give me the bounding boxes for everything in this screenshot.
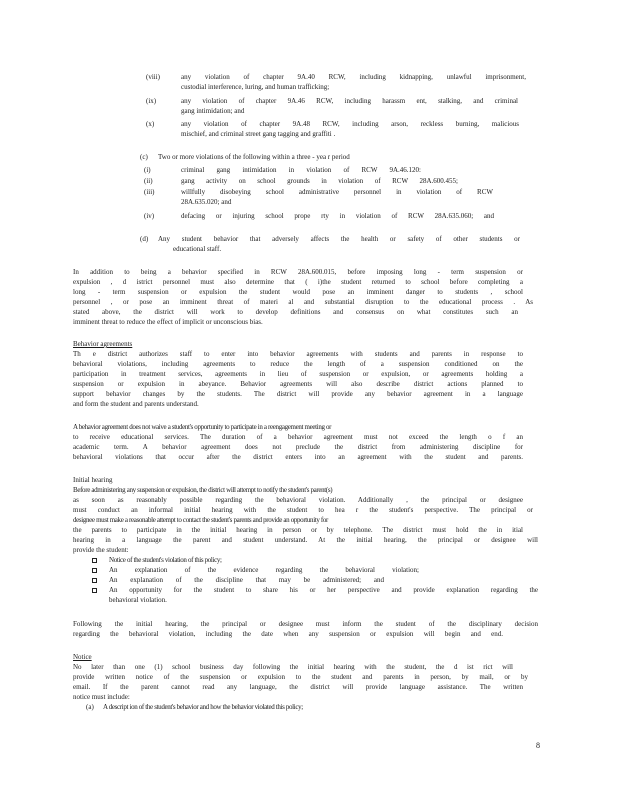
paragraph-line: the parents to participate in the initial hearing in person or by telephone. The district must hold the in itial [73, 526, 523, 534]
paragraph-line: provide the student: [73, 546, 129, 554]
paragraph-line: In addition to being a behavior specified in RCW 28A.600.015, before imposing long - term suspension or [73, 268, 523, 276]
list-marker: (viii) [146, 73, 160, 81]
list-item-line: custodial interference, luring, and human trafficking; [181, 83, 330, 91]
list-marker: (c) [140, 153, 148, 161]
list-marker: (ii) [144, 177, 153, 185]
paragraph-line: email. If the parent cannot read any language, the district will provide language assistance. The written [73, 683, 523, 691]
page-number: 8 [536, 741, 540, 750]
paragraph-line: and form the student and parents understand. [73, 400, 199, 408]
paragraph-line: personnel , or pose an imminent threat of materi al and substantial disruption to the educational process . As [73, 298, 533, 306]
list-marker: (i) [144, 166, 151, 174]
list-item-line: behavioral violation. [109, 596, 167, 604]
list-marker: (a) [86, 703, 94, 711]
list-item-line: A descript ion of the student's behavior and how the behavior violated this policy; [103, 703, 303, 711]
paragraph-line: imminent threat to reduce the effect of implicit or unconscious bias. [73, 318, 263, 326]
list-item-line: willfully disobeying school administrative personnel in violation of RCW [181, 188, 493, 196]
checkbox-icon [92, 558, 97, 563]
paragraph-line: Two or more violations of the following within a three - yea r period [158, 153, 350, 161]
list-marker: (ix) [146, 97, 157, 105]
paragraph-line: No later than one (1) school business day following the initial hearing with the student, the d ist rict will [73, 663, 513, 671]
list-marker: (iii) [144, 188, 155, 196]
section-heading: Initial hearing [73, 476, 113, 484]
checkbox-icon [92, 568, 97, 573]
paragraph-line: behavioral violations, including agreements to reduce the length of a suspension conditioned on the [73, 360, 523, 368]
list-item-line: An explanation of the discipline that may be administered; and [109, 576, 384, 584]
paragraph-line: as soon as reasonably possible regarding the behavioral violation. Additionally , the principal or designee [73, 496, 523, 504]
list-marker: (iv) [144, 212, 155, 220]
list-item-line: any violation of chapter 9A.46 RCW, including harassm ent, stalking, and criminal [181, 97, 518, 105]
list-item-line: 28A.635.020; and [181, 198, 232, 206]
paragraph-line: participation in treatment services, agreements in lieu of suspension or expulsion, or agreements holding a [73, 370, 523, 378]
paragraph-line: Following the initial hearing, the principal or designee must inform the student of the disciplinary decision [73, 620, 538, 628]
paragraph-line: Before administering any suspension or expulsion, the district will attempt to notify the student's parent(s) [73, 486, 333, 494]
paragraph-line: provide written notice of the suspension or expulsion to the student and parents in person, by mail, or by [73, 673, 528, 681]
list-item-line: gang activity on school grounds in violation of RCW 28A.600.455; [181, 177, 458, 185]
paragraph-line: support behavior changes by the students. The district will provide any behavior agreement in a language [73, 390, 523, 398]
paragraph-line: Th e district authorizes staff to enter into behavior agreements with students and parents in response to [73, 350, 523, 358]
paragraph-line: regarding the behavioral violation, including the date when any suspension or expulsion will begin and end. [73, 630, 503, 638]
paragraph-line: Any student behavior that adversely affects the health or safety of other students or [158, 235, 520, 243]
list-item-line: An explanation of the evidence regarding the behavioral violation; [109, 566, 419, 574]
checkbox-icon [92, 588, 97, 593]
paragraph-line: notice must include: [73, 693, 130, 701]
list-item-line: defacing or injuring school prope rty in violation of RCW 28A.635.060; and [181, 212, 494, 220]
list-marker: (d) [140, 235, 149, 243]
paragraph-line: academic term. A behavior agreement does not preclude the district from administering discipline for [73, 443, 523, 451]
list-item-line: Notice of the student's violation of this policy; [109, 556, 222, 564]
section-heading: Behavior agreements [73, 340, 133, 348]
paragraph-line: behavioral violations that occur after the district enters into an agreement with the student and parents. [73, 453, 523, 461]
paragraph-line: designee must make a reasonable attempt to contact the student's parents and provide an opportunity for [73, 516, 329, 524]
paragraph-line: A behavior agreement does not waive a student's opportunity to participate in a reengagement meeting or [73, 423, 332, 431]
list-item-line: gang intimidation; and [181, 107, 245, 115]
paragraph-line: long - term suspension or expulsion the student would pose an imminent danger to students , school [73, 288, 523, 296]
list-item-line: any violation of chapter 9A.40 RCW, including kidnapping, unlawful imprisonment, [181, 73, 526, 81]
list-marker: (x) [146, 120, 155, 128]
checkbox-icon [92, 578, 97, 583]
paragraph-line: suspension or expulsion in abeyance. Behavior agreements will also describe district actions planned to [73, 380, 523, 388]
paragraph-line: expulsion , d istrict personnel must also determine that ( i)the student returned to school before completing a [73, 278, 523, 286]
paragraph-line: to receive educational services. The duration of a behavior agreement must not exceed the length o f an [73, 433, 523, 441]
list-item-line: criminal gang intimidation in violation of RCW 9A.46.120: [181, 166, 421, 174]
paragraph-line: hearing in a language the parent and student understand. At the initial hearing, the principal or designee will [73, 536, 538, 544]
list-item-line: An opportunity for the student to share his or her perspective and provide explanation regarding the [109, 586, 538, 594]
paragraph-line: stated above, the district will work to develop definitions and consensus on what constitutes such an [73, 308, 518, 316]
list-item-line: mischief, and criminal street gang tagging and graffiti . [181, 130, 336, 138]
paragraph-line: must conduct an informal initial hearing with the student to hea r the student's perspective. The principal or [73, 506, 533, 514]
paragraph-line: educational staff. [173, 245, 222, 253]
section-heading: Notice [73, 653, 92, 661]
list-item-line: any violation of chapter 9A.48 RCW, including arson, reckless burning, malicious [181, 120, 519, 128]
